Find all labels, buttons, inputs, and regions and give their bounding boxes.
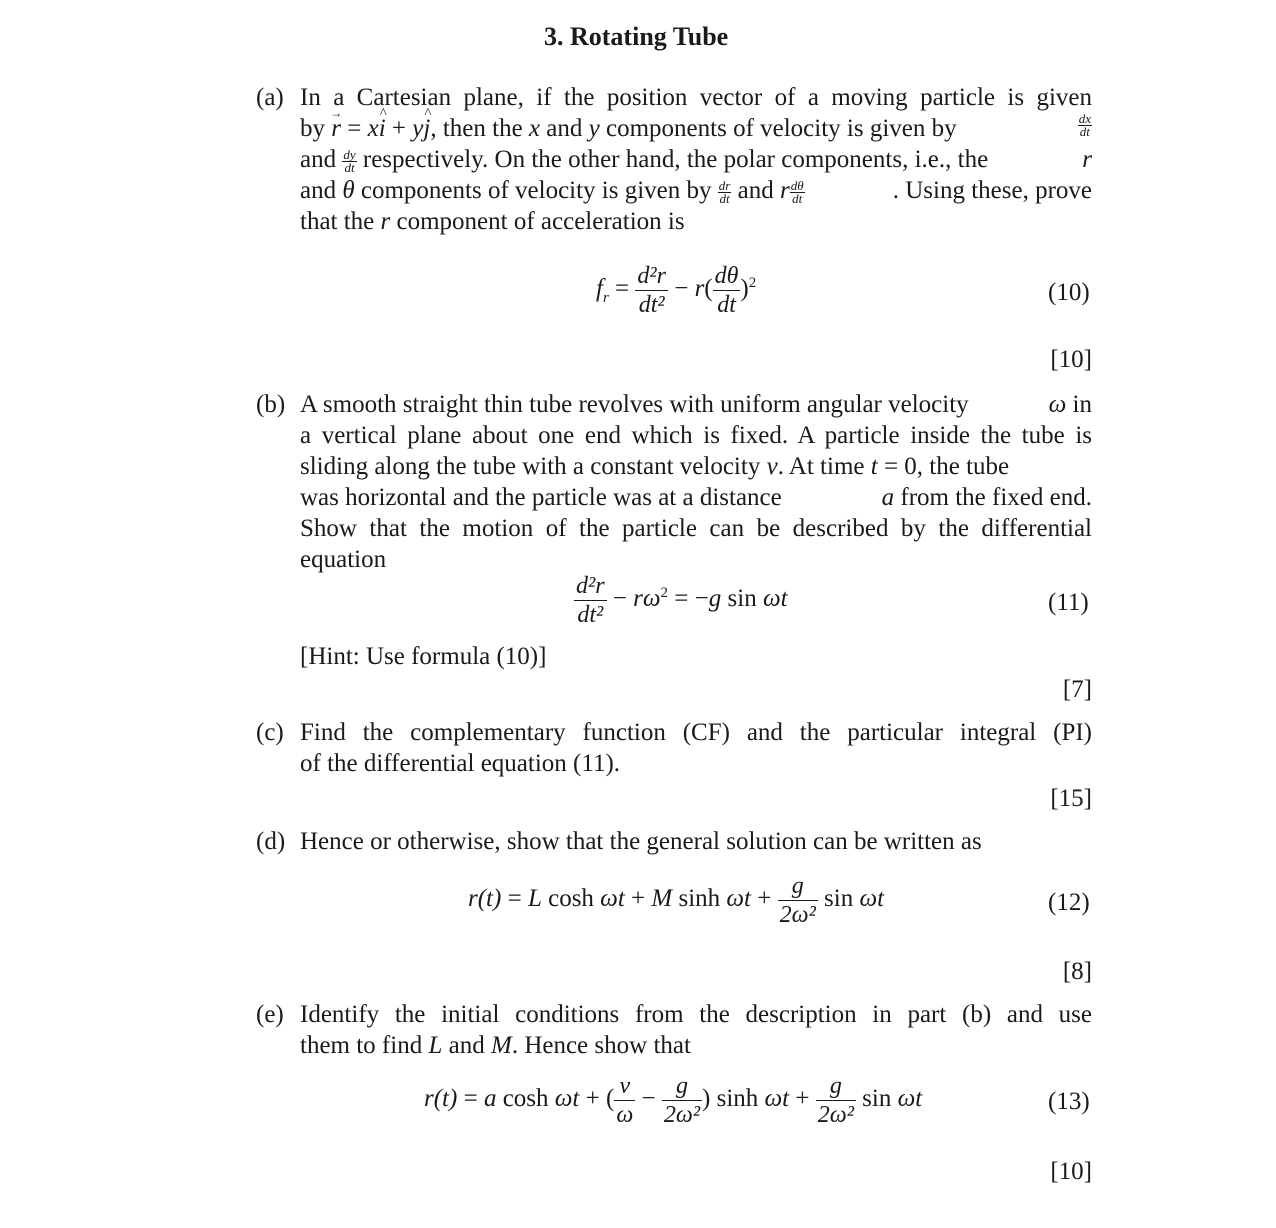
part-b-line-2: a vertical plane about one end which is fixed. A particle inside the tube is (300, 422, 1092, 449)
marks-c: [15] (1050, 785, 1092, 812)
part-a-text (300, 82, 1092, 237)
part-a-line-3: and $\frac{dy}{dt}$ respectively. On the other hand, the polar components, i.e., the r (300, 146, 1092, 175)
marks-b: [7] (1062, 676, 1092, 703)
equation-number-13: (13) (1048, 1088, 1090, 1115)
part-a-label: (a) (256, 84, 284, 111)
frac-dx-dt: $\frac{dx}{dt}$ (1078, 111, 1091, 139)
hint-text: [Hint: Use formula (10)] (300, 643, 547, 670)
part-a-line-1: In a Cartesian plane, if the position vector of a moving particle is given (300, 84, 1092, 111)
part-b-label: (b) (256, 391, 286, 418)
part-e-text (300, 999, 1092, 1061)
frac-dtheta-dt: $\frac{d\theta}{dt}$ (790, 177, 804, 206)
part-d-line-1: Hence or otherwise, show that the general solution can be written as (300, 828, 982, 855)
part-c-line-2: of the differential equation (11). (300, 750, 621, 777)
part-e-line-1: Identify the initial conditions from the description in part (b) and use (300, 1001, 1092, 1028)
part-a-line-4: and θ components of velocity is given by $\frac{dr}{dt}$ and r $\frac{d\theta}{dt}$ . Using these, prove (300, 177, 1092, 206)
equation-number-11: (11) (1048, 589, 1089, 616)
part-b-line-3: sliding along the tube with a constant velocity v. At time t = 0, the tube (300, 453, 1010, 480)
equation-number-10: (10) (1048, 279, 1090, 306)
problem-title: 3. Rotating Tube (544, 22, 729, 51)
marks-d: [8] (1062, 958, 1092, 985)
part-c-text (300, 717, 1092, 779)
part-e-label: (e) (256, 1001, 284, 1028)
part-c-label: (c) (256, 719, 284, 746)
equation-12: r(t) = L cosh ωt + M sinh ωt + $\frac{g}{\text{2ω²}}$ sin ωt (468, 873, 885, 928)
part-b-line-1: A smooth straight thin tube revolves with uniform angular velocity ω in (300, 391, 1092, 418)
part-b-line-6: equation (300, 546, 387, 573)
marks-a: [10] (1050, 346, 1092, 373)
part-b-line-5: Show that the motion of the particle can be described by the differential (300, 515, 1092, 542)
part-d-label: (d) (256, 828, 286, 855)
marks-e: [10] (1050, 1158, 1092, 1185)
equation-11: $\frac{\text{d²r}}{\text{dt²}}$ − $r\omega^2 = -g$ sin ωt (576, 573, 788, 628)
part-c-line-1: Find the complementary function (CF) and the particular integral (PI) (300, 719, 1092, 746)
frac-dr-dt: $\frac{dr}{dt}$ (718, 177, 731, 206)
part-a-line-2: by r → = xi ^ + yj ^, then the x and y components of velocity is given by $\frac{dx}{dt}$ (300, 113, 1092, 144)
equation-13: r(t) = a cosh ωt + ( $\frac{v}{\omega}$ − $\frac{g}{\text{2ω²}}$ ) sinh ωt + $\frac{g}{\text{2ω²}}$ sin ωt (424, 1073, 923, 1128)
part-b-text (300, 389, 1092, 575)
equation-10: $f_r$ = $\frac{\text{d²r}}{\text{dt²}}$ − r( $\frac{d\theta}{dt}$ )$^2$ (596, 263, 757, 318)
frac-dy-dt: $\frac{dy}{dt}$ (343, 146, 356, 175)
part-b-line-4: was horizontal and the particle was at a distance a from the fixed end. (300, 484, 1092, 511)
equation-number-12: (12) (1048, 889, 1090, 916)
part-a-line-5: that the r component of acceleration is (300, 208, 685, 235)
part-e-line-2: them to find L and M. Hence show that (300, 1032, 691, 1059)
